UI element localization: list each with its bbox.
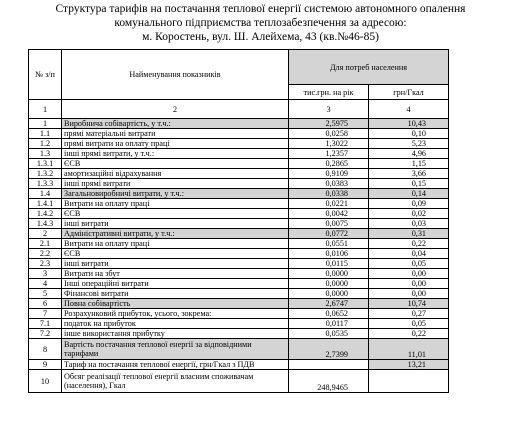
table-row: [29, 360, 449, 370]
row-value-thousand-uah: 2,5975: [289, 119, 369, 129]
row-number: 1.4.2: [29, 209, 62, 219]
row-name: Витрати на оплату праці: [62, 199, 289, 209]
row-name: Адміністративні витрати, у т.ч.:: [62, 229, 289, 239]
row-value-thousand-uah: 1,3022: [289, 139, 369, 149]
row-name: Вартість постачання теплової енергії за відповідними тарифами: [62, 339, 289, 360]
row-name: ЄСВ: [62, 159, 289, 169]
row-name: податок на прибуток: [62, 319, 289, 329]
row-number: 10: [29, 370, 62, 393]
tariff-structure-table: [28, 49, 449, 393]
row-value-uah-per-gcal: 0,02: [369, 209, 449, 219]
row-value-thousand-uah: 248,9465: [289, 370, 369, 393]
row-name: Фінансові витрати: [62, 289, 289, 299]
row-number: 5: [29, 289, 62, 299]
row-value-uah-per-gcal: 0,03: [369, 219, 449, 229]
row-name: інші витрати: [62, 219, 289, 229]
row-number: 1.3: [29, 149, 62, 159]
row-value-uah-per-gcal: 0,09: [369, 199, 449, 209]
row-value-thousand-uah: 0,0000: [289, 279, 369, 289]
row-number: 1.3.3: [29, 179, 62, 189]
table-row: [29, 289, 449, 299]
row-value-thousand-uah: 0,0383: [289, 179, 369, 189]
title-line-3: м. Коростень, вул. Ш. Алейхема, 43 (кв.№46-85): [142, 31, 379, 43]
row-name: інші прямі витрати, у т.ч.:: [62, 149, 289, 159]
table-row: [29, 199, 449, 209]
row-name: Витрати на оплату праці: [62, 239, 289, 249]
row-name: Повна собівартість: [62, 299, 289, 309]
table-row: [29, 239, 449, 249]
row-number: 9: [29, 360, 62, 370]
header-number: № з/п: [29, 50, 62, 100]
row-value-thousand-uah: 0,0000: [289, 269, 369, 279]
table-row: [29, 370, 449, 393]
row-value-uah-per-gcal: 0,22: [369, 329, 449, 339]
table-row: [29, 279, 449, 289]
header-thousand-uah-per-year: тис.грн. на рік: [289, 85, 369, 100]
row-value-uah-per-gcal: 0,00: [369, 289, 449, 299]
row-value-thousand-uah: 0,0115: [289, 259, 369, 269]
row-number: 2.3: [29, 259, 62, 269]
row-name: ЄСВ: [62, 249, 289, 259]
header-uah-per-gcal: грн/Гкал: [369, 85, 449, 100]
table-row: [29, 119, 449, 129]
row-value-uah-per-gcal: 0,00: [369, 279, 449, 289]
row-value-thousand-uah: 2,6747: [289, 299, 369, 309]
row-number: 7: [29, 309, 62, 319]
row-number: 8: [29, 339, 62, 360]
row-value-thousand-uah: 0,0117: [289, 319, 369, 329]
row-value-uah-per-gcal: 0,31: [369, 229, 449, 239]
row-value-thousand-uah: 2,7399: [289, 339, 369, 360]
row-name: інші прямі витрати: [62, 179, 289, 189]
table-row: [29, 329, 449, 339]
row-number: 1.2: [29, 139, 62, 149]
row-value-thousand-uah: 0,0652: [289, 309, 369, 319]
column-index-2: 2: [62, 100, 289, 119]
row-number: 2.1: [29, 239, 62, 249]
row-number: 1.3.1: [29, 159, 62, 169]
table-row: [29, 249, 449, 259]
row-value-uah-per-gcal: 0,04: [369, 249, 449, 259]
row-value-uah-per-gcal: 5,23: [369, 139, 449, 149]
row-value-uah-per-gcal: 0,22: [369, 239, 449, 249]
table-row: [29, 159, 449, 169]
row-value-thousand-uah: 0,0000: [289, 289, 369, 299]
row-number: 6: [29, 299, 62, 309]
row-value-uah-per-gcal: 11,01: [369, 339, 449, 360]
row-value-uah-per-gcal: 13,21: [369, 360, 449, 370]
row-value-thousand-uah: 0,0221: [289, 199, 369, 209]
title-line-1: Структура тарифів на постачання теплової енергії системою автономного опалення: [55, 3, 466, 15]
row-name: прямі витрати на оплату праці: [62, 139, 289, 149]
row-value-uah-per-gcal: 0,27: [369, 309, 449, 319]
row-number: 1.3.2: [29, 169, 62, 179]
row-number: 7.2: [29, 329, 62, 339]
row-value-thousand-uah: 0,0258: [289, 129, 369, 139]
row-value-thousand-uah: 0,0535: [289, 329, 369, 339]
row-name: Тариф на постачання теплової енергії, грн/Гкал з ПДВ: [62, 360, 289, 370]
row-value-uah-per-gcal: 0,00: [369, 269, 449, 279]
table-row: [29, 129, 449, 139]
row-value-thousand-uah: 0,0075: [289, 219, 369, 229]
row-number: 1: [29, 119, 62, 129]
row-number: 1.4: [29, 189, 62, 199]
title-line-2: комунального підприємства теплозабезпечення за адресою:: [114, 17, 407, 29]
table-row: [29, 339, 449, 360]
row-value-uah-per-gcal: 0,15: [369, 179, 449, 189]
row-number: 1.4.3: [29, 219, 62, 229]
table-row: [29, 139, 449, 149]
row-value-uah-per-gcal: 3,66: [369, 169, 449, 179]
table-row: [29, 219, 449, 229]
row-name: Загальновиробничі витрати, у т.ч.:: [62, 189, 289, 199]
row-value-uah-per-gcal: 0,10: [369, 129, 449, 139]
row-value-thousand-uah: 0,0772: [289, 229, 369, 239]
table-row: [29, 189, 449, 199]
table-row: [29, 309, 449, 319]
row-value-uah-per-gcal: 1,15: [369, 159, 449, 169]
table-row: [29, 299, 449, 309]
row-value-uah-per-gcal: 4,96: [369, 149, 449, 159]
row-name: Виробнича собівартість, у т.ч.:: [62, 119, 289, 129]
header-indicator-name: Найменування показників: [62, 50, 289, 100]
table-row: [29, 259, 449, 269]
row-value-uah-per-gcal: [369, 370, 449, 393]
row-name: Інші операційні витрати: [62, 279, 289, 289]
row-number: 3: [29, 269, 62, 279]
row-name: ЄСВ: [62, 209, 289, 219]
table-row: [29, 209, 449, 219]
table-row: [29, 149, 449, 159]
row-name: Обсяг реалізації теплової енергії власним споживачам (населення), Гкал: [62, 370, 289, 393]
row-number: 4: [29, 279, 62, 289]
row-number: 1.1: [29, 129, 62, 139]
document-title: [0, 2, 521, 44]
row-value-thousand-uah: 1,2357: [289, 149, 369, 159]
row-number: 2: [29, 229, 62, 239]
row-value-thousand-uah: 0,0042: [289, 209, 369, 219]
row-value-thousand-uah: 0,2865: [289, 159, 369, 169]
column-index-1: 1: [29, 100, 62, 119]
column-index-4: 4: [369, 100, 449, 119]
row-value-uah-per-gcal: 10,43: [369, 119, 449, 129]
row-value-thousand-uah: 0,0106: [289, 249, 369, 259]
row-value-uah-per-gcal: 0,14: [369, 189, 449, 199]
row-value-uah-per-gcal: 10,74: [369, 299, 449, 309]
row-name: прямі матеріальні витрати: [62, 129, 289, 139]
row-name: амортизаційні відрахування: [62, 169, 289, 179]
row-name: Розрахунковий прибуток, усього, зокрема:: [62, 309, 289, 319]
row-number: 1.4.1: [29, 199, 62, 209]
row-name: Витрати на збут: [62, 269, 289, 279]
table-row: [29, 269, 449, 279]
row-value-thousand-uah: 0,0551: [289, 239, 369, 249]
row-value-thousand-uah: 0,9109: [289, 169, 369, 179]
row-number: 2.2: [29, 249, 62, 259]
table-row: [29, 319, 449, 329]
row-name: інші витрати: [62, 259, 289, 269]
table-row: [29, 229, 449, 239]
row-value-uah-per-gcal: 0,05: [369, 259, 449, 269]
row-name: інше використання прибутку: [62, 329, 289, 339]
row-value-uah-per-gcal: 0,05: [369, 319, 449, 329]
row-value-thousand-uah: [289, 360, 369, 370]
row-value-thousand-uah: 0,0338: [289, 189, 369, 199]
header-population-needs: Для потреб населення: [289, 50, 449, 85]
row-number: 7.1: [29, 319, 62, 329]
table-row: [29, 179, 449, 189]
column-index-3: 3: [289, 100, 369, 119]
table-row: [29, 169, 449, 179]
